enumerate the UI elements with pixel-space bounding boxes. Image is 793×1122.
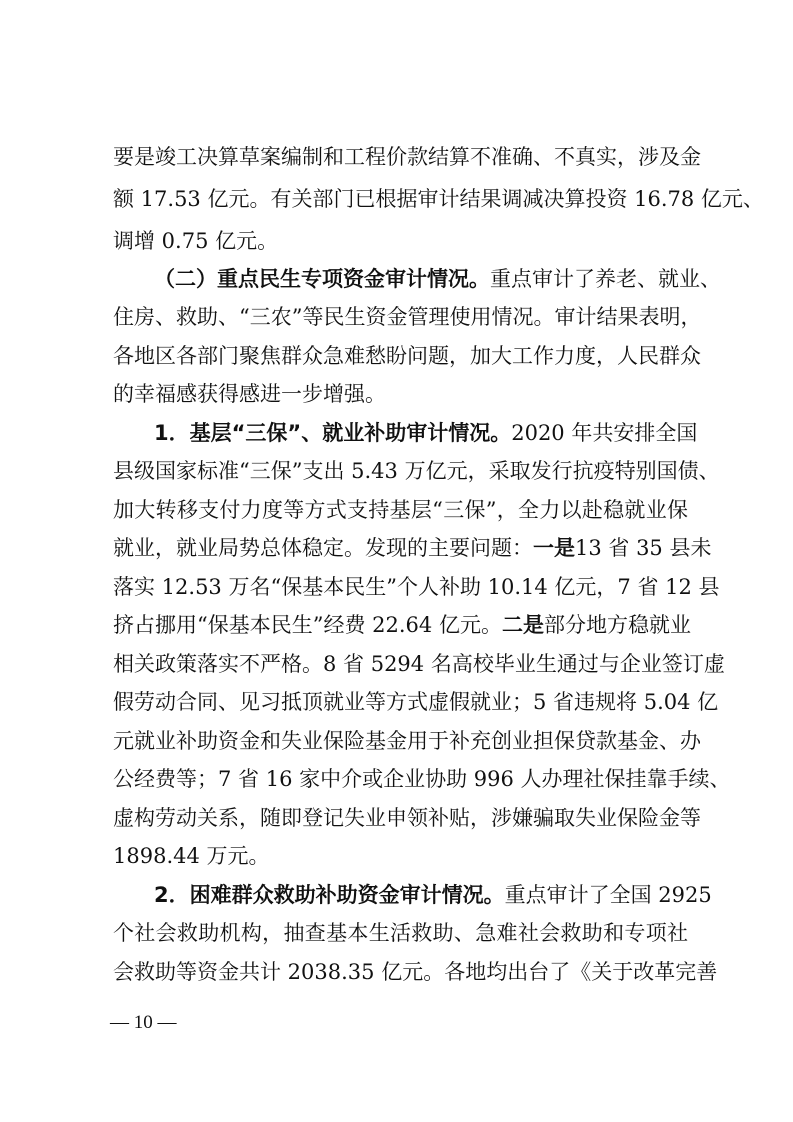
line-text: 元就业补助资金和失业保险基金用于补充创业担保贷款基金、办	[113, 729, 701, 753]
line-text: 相关政策落实不严格。8 省 5294 名高校毕业生通过与企业签订虚	[113, 652, 725, 676]
line-text: 加大转移支付力度等方式支持基层“三保”，全力以赴稳就业保	[113, 498, 688, 522]
section-heading: （二）重点民生专项资金审计情况。	[154, 267, 490, 291]
body-line	[113, 452, 720, 490]
subsection-heading-line	[154, 876, 712, 914]
body-line	[113, 953, 718, 991]
line-text: 住房、救助、“三农”等民生资金管理使用情况。审计结果表明，	[113, 305, 702, 329]
page-number: — 10 —	[110, 1012, 177, 1033]
body-line	[113, 222, 688, 260]
emphasis-text: 一是	[533, 536, 575, 560]
line-text: 的幸福感获得感进一步增强。	[113, 382, 386, 406]
line-text: 县级国家标准“三保”支出 5.43 万亿元，采取发行抗疫特别国债、	[113, 459, 720, 483]
section-heading-line	[154, 260, 721, 298]
line-text: 虚构劳动关系，随即登记失业申领补贴，涉嫌骗取失业保险金等	[113, 806, 701, 830]
body-line	[113, 683, 719, 721]
line-text: 落实 12.53 万名“保基本民生”个人补助 10.14 亿元，7 省 12 县	[113, 575, 720, 599]
body-line	[113, 760, 731, 798]
body-line	[113, 375, 688, 413]
line-text: 挤占挪用“保基本民生”经费 22.64 亿元。	[113, 613, 502, 637]
body-line	[113, 298, 702, 336]
body-line	[113, 914, 688, 952]
body-line	[113, 799, 701, 837]
body-line	[113, 180, 764, 218]
line-text: 1898.44 万元。	[113, 844, 270, 868]
line-text: 重点审计了养老、就业、	[490, 267, 721, 291]
subsection-heading: 1．基层“三保”、就业补助审计情况。	[154, 421, 512, 445]
body-line	[113, 529, 712, 567]
line-text: 额 17.53 亿元。有关部门已根据审计结果调减决算投资 16.78 亿元、	[113, 187, 764, 211]
body-line	[113, 645, 725, 683]
body-line	[113, 138, 701, 176]
body-line	[113, 568, 720, 606]
body-line	[113, 722, 701, 760]
line-text: 会救助等资金共计 2038.35 亿元。各地均出台了《关于改革完善	[113, 960, 718, 984]
body-line	[113, 606, 691, 644]
line-text: 要是竣工决算草案编制和工程价款结算不准确、不真实，涉及金	[113, 145, 701, 169]
line-text: 重点审计了全国 2925	[504, 883, 712, 907]
line-text: 13 省 35 县未	[575, 536, 712, 560]
body-line	[113, 491, 688, 529]
line-text: 调增 0.75 亿元。	[113, 229, 279, 253]
subsection-heading: 2．困难群众救助补助资金审计情况。	[154, 883, 505, 907]
line-text: 各地区各部门聚焦群众急难愁盼问题，加大工作力度，人民群众	[113, 344, 701, 368]
body-line	[113, 837, 688, 875]
line-text: 假劳动合同、见习抵顶就业等方式虚假就业；5 省违规将 5.04 亿	[113, 690, 719, 714]
line-text: 部分地方稳就业	[543, 613, 691, 637]
line-text: 2020 年共安排全国	[511, 421, 698, 445]
body-line	[113, 337, 701, 375]
emphasis-text: 二是	[501, 613, 544, 637]
line-text: 个社会救助机构，抽查基本生活救助、急难社会救助和专项社	[113, 921, 688, 945]
line-text: 就业，就业局势总体稳定。发现的主要问题：	[113, 536, 533, 560]
subsection-heading-line	[154, 414, 698, 452]
line-text: 公经费等；7 省 16 家中介或企业协助 996 人办理社保挂靠手续、	[113, 767, 731, 791]
